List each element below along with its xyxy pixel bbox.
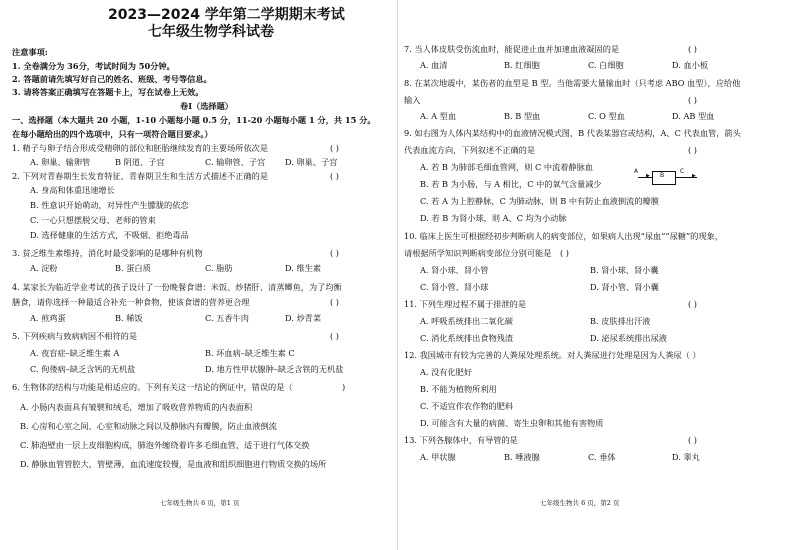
option-c: C. 一心只想摆脱父母、老师的管束 — [30, 215, 156, 225]
option-d: D. 炒青菜 — [285, 313, 322, 323]
question-8-stem: 8. 在某次地震中，某伤者的血型是 B 型。当他需要大量输血时（只考虑 ABO 血型），应给他 — [404, 78, 741, 88]
answer-bracket[interactable]: ( ) — [688, 44, 697, 54]
option-d: D. AB 型血 — [672, 111, 715, 121]
instruction-line: 在每小题给出的四个选项中，只有一项符合题目要求。） — [12, 129, 213, 139]
option-a: A. 身高和体重迅速增长 — [30, 185, 115, 195]
arrow-icon: ▶ — [646, 173, 650, 179]
question-7-stem: 7. 当人体皮肤受伤流血时，能促进止血并加速血液凝固的是 — [404, 44, 620, 54]
option-c: C. 肺泡壁由一层上皮细胞构成，肺泡外缠绕着许多毛细血管，适于进行气体交换 — [20, 440, 310, 450]
option-a: A. 煎鸡蛋 — [30, 313, 66, 323]
option-d: D. 选择健康的生活方式，不吸烟、拒绝毒品 — [30, 230, 189, 240]
option-b: B. 红细胞 — [504, 60, 540, 70]
option-d: D. 维生素 — [285, 263, 322, 273]
answer-bracket[interactable]: ( ) — [330, 297, 339, 307]
option-a: A. 淀粉 — [30, 263, 58, 273]
answer-bracket[interactable]: ) — [342, 382, 346, 392]
question-4-stem-cont: 膳食，请你选择一种最适合补充一种食物，使该食谱的营养更合理 — [12, 297, 250, 307]
option-b: B. 皮肤排出汗液 — [590, 316, 651, 326]
option-b: B. 性意识开始萌动，对异性产生朦胧的依恋 — [30, 200, 189, 210]
page-divider — [397, 0, 398, 550]
answer-bracket[interactable]: ( ) — [560, 248, 569, 258]
question-10-stem-cont: 请根据所学知识判断病变部位分别可能是 — [404, 248, 552, 258]
question-1-stem: 1. 精子与卵子结合形成受精卵的部位和胚胎继续发育的主要场所依次是 — [12, 143, 269, 153]
question-2-stem: 2. 下列对青春期生长发育特征、青春期卫生和生活方式描述不正确的是 — [12, 171, 269, 181]
option-c: C. 五香牛肉 — [205, 313, 249, 323]
question-3-stem: 3. 贫乏维生素维持，消化时最受影响的是哪种有机物 — [12, 248, 203, 258]
option-c: C. 白细胞 — [588, 60, 624, 70]
question-10-stem: 10. 临床上医生可根据经初步判断病人的病变部位，如果病人出现“尿血”“尿糖”的现象， — [404, 231, 723, 241]
option-c: C. 输卵管、子宫 — [205, 157, 266, 167]
question-11-stem: 11. 下列生理过程不属于排泄的是 — [404, 299, 527, 309]
option-d: D. 地方性甲状腺肿–缺乏含铁的无机盐 — [205, 364, 344, 374]
question-6-stem: 6. 生物体的结构与功能是相适应的。下列有关这一结论的例证中，错误的是（ — [12, 382, 293, 392]
answer-bracket[interactable]: ( ) — [688, 145, 697, 155]
answer-bracket[interactable]: ( ) — [330, 171, 339, 181]
option-c: C. 若 A 为上腔静脉，C 为肺动脉，则 B 中有防止血液倒流的瓣膜 — [420, 196, 659, 206]
option-b: B. 不能为植物所利用 — [420, 384, 497, 394]
option-d: D. 可能含有大量的病菌、寄生虫卵和其他有害物质 — [420, 418, 604, 428]
option-b: B 阴道、子宫 — [115, 157, 165, 167]
note-item: 1. 全卷满分为 36分，考试时间为 50分钟。 — [12, 61, 175, 71]
option-b: B. 肾小球、肾小囊 — [590, 265, 659, 275]
option-a: A. 肾小球、肾小管 — [420, 265, 489, 275]
option-a: A. 没有化肥好 — [420, 367, 473, 377]
option-c: C. 肾小管、肾小球 — [420, 282, 489, 292]
option-d: D. 泌尿系统排出尿液 — [590, 333, 667, 343]
arrow-icon: ▶ — [692, 173, 696, 179]
question-9-stem-cont: 代表血流方向，下列叙述不正确的是 — [404, 145, 536, 155]
question-5-stem: 5. 下列疾病与致病病因不相符的是 — [12, 331, 138, 341]
note-item: 2. 答题前请先填写好自己的姓名、班级、考号等信息。 — [12, 74, 212, 84]
option-a: A. 卵巢、输卵管 — [30, 157, 91, 167]
option-c: C. 佝偻病–缺乏含钙的无机盐 — [30, 364, 136, 374]
answer-bracket[interactable]: ( ) — [330, 248, 339, 258]
option-b: B. 心房和心室之间、心室和动脉之间以及静脉内有瓣膜，防止血液倒流 — [20, 421, 277, 431]
option-b: B. 坏血病–缺乏维生素 C — [205, 348, 295, 358]
instruction-line: 一、选择题（本大题共 20 小题，1-10 小题每小题 0.5 分，11-20 小题每小题 1 分，共 15 分。 — [12, 115, 376, 125]
option-b: B. 蛋白质 — [115, 263, 151, 273]
answer-bracket[interactable]: ( ) — [330, 143, 339, 153]
notes-heading: 注意事项: — [12, 47, 48, 57]
option-c: C. 消化系统排出食物残渣 — [420, 333, 514, 343]
answer-bracket[interactable]: ( ) — [688, 299, 697, 309]
question-12-stem: 12. 我国城市有较为完善的人粪尿处理系统。对人粪尿进行处理是因为人粪尿（ ） — [404, 350, 701, 360]
option-b: B. 唾液腺 — [504, 452, 540, 462]
page-footer: 七年级生物共 6 页，第1 页 — [160, 499, 240, 507]
option-c: C. 垂体 — [588, 452, 616, 462]
option-b: B. B 型血 — [504, 111, 541, 121]
option-a: A. A 型血 — [420, 111, 457, 121]
answer-bracket[interactable]: ( ) — [688, 435, 697, 445]
option-d: D. 睾丸 — [672, 452, 700, 462]
option-a: A. 呼吸系统排出二氧化碳 — [420, 316, 513, 326]
option-d: D. 血小板 — [672, 60, 709, 70]
answer-bracket[interactable]: ( ) — [330, 331, 339, 341]
exam-subtitle: 七年级生物学科试卷 — [148, 24, 274, 40]
option-d: D. 若 B 为肾小球，则 A、C 均为小动脉 — [420, 213, 567, 223]
vessel-a-label: A — [634, 168, 639, 175]
option-d: D. 肾小管、肾小囊 — [590, 282, 659, 292]
answer-bracket[interactable]: ( ) — [688, 95, 697, 105]
question-9-stem: 9. 如右图为人体内某结构中的血液情况模式图，B 代表某器官或结构，A、C 代表血管，箭头 — [404, 128, 741, 138]
option-b: B. 若 B 为小肠，与 A 相比，C 中的氧气含量减少 — [420, 179, 602, 189]
organ-b-label: B — [660, 172, 665, 179]
note-item: 3. 请将答案正确填写在答题卡上，写在试卷上无效。 — [12, 87, 204, 97]
question-8-stem-cont: 输入 — [404, 95, 421, 105]
page-footer: 七年级生物共 6 页，第2 页 — [540, 499, 620, 507]
question-4-stem: 4. 某家长为临近学业考试的孩子设计了一份晚餐食谱：米饭、炒猪肝、清蒸鲫鱼，为了均衡 — [12, 282, 342, 292]
option-d: D. 静脉血管管腔大，管壁薄，血流速度较慢，是血液和组织细胞进行物质交换的场所 — [20, 459, 327, 469]
option-c: C. 不适宜作农作物的肥料 — [420, 401, 514, 411]
option-a: A. 血清 — [420, 60, 448, 70]
option-c: C. 脂肪 — [205, 263, 233, 273]
option-a: A. 若 B 为肺部毛细血管网，则 C 中流着静脉血 — [420, 162, 593, 172]
option-c: C. O 型血 — [588, 111, 625, 121]
option-a: A. 小肠内表面具有皱襞和绒毛，增加了吸收营养物质的内表面积 — [20, 402, 253, 412]
option-b: B. 稀饭 — [115, 313, 143, 323]
option-a: A. 夜盲症–缺乏维生素 A — [30, 348, 120, 358]
question-13-stem: 13. 下列各腺体中，有导管的是 — [404, 435, 518, 445]
section-title: 卷Ⅰ（选择题） — [180, 101, 233, 111]
vessel-c-label: C — [680, 168, 685, 175]
exam-title: 2023—2024 学年第二学期期末考试 — [108, 7, 345, 23]
option-d: D. 卵巢、子宫 — [285, 157, 338, 167]
option-a: A. 甲状腺 — [420, 452, 456, 462]
